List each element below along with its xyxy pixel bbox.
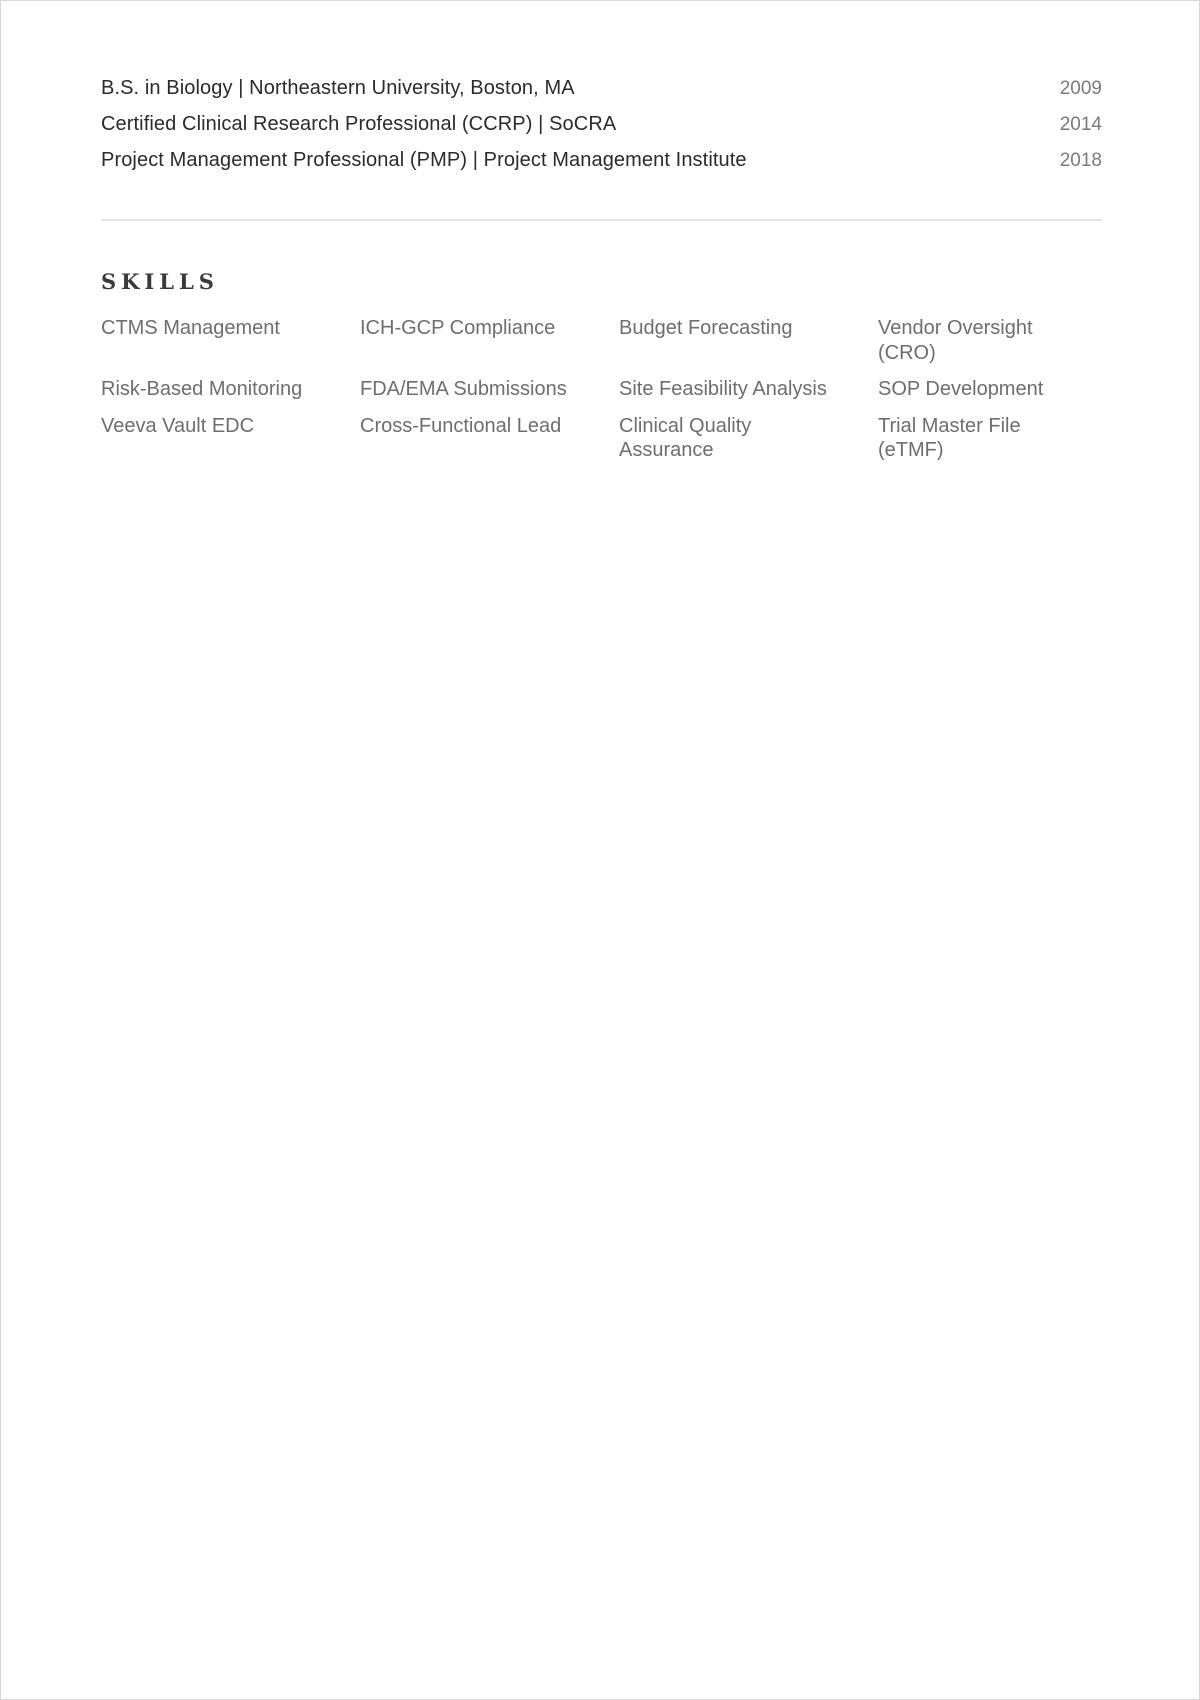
skill-item: Risk-Based Monitoring bbox=[101, 378, 303, 400]
skill-item: ICH-GCP Compliance bbox=[360, 317, 556, 339]
education-year: 2014 bbox=[1059, 114, 1102, 135]
education-year: 2018 bbox=[1059, 150, 1102, 171]
education-title: Project Management Professional (PMP) | Project Management Institute bbox=[101, 149, 747, 171]
skill-item: Vendor Oversight (CRO) bbox=[878, 317, 1033, 364]
skill-item: Budget Forecasting bbox=[619, 317, 793, 339]
skills-heading: SKILLS bbox=[101, 269, 219, 294]
education-item bbox=[101, 113, 1102, 149]
education-item bbox=[101, 77, 1102, 113]
education-title: Certified Clinical Research Professional (CCRP) | SoCRA bbox=[101, 113, 617, 135]
page-content bbox=[101, 77, 1102, 463]
skill-item: SOP Development bbox=[878, 378, 1044, 400]
skill-item: CTMS Management bbox=[101, 317, 280, 339]
skill-item: Veeva Vault EDC bbox=[101, 414, 255, 437]
education-year: 2009 bbox=[1059, 78, 1102, 99]
section-divider bbox=[101, 219, 1102, 221]
skill-item: Site Feasibility Analysis bbox=[619, 378, 827, 400]
skills-grid bbox=[101, 316, 1102, 463]
education-item bbox=[101, 149, 1102, 185]
skill-item: Clinical Quality Assurance bbox=[619, 414, 752, 461]
skill-item: Cross-Functional Lead bbox=[360, 414, 562, 437]
education-title: B.S. in Biology | Northeastern University, Boston, MA bbox=[101, 77, 575, 99]
skill-item: Trial Master File (eTMF) bbox=[878, 414, 1021, 461]
education-list bbox=[101, 77, 1102, 185]
skill-item: FDA/EMA Submissions bbox=[360, 378, 567, 400]
